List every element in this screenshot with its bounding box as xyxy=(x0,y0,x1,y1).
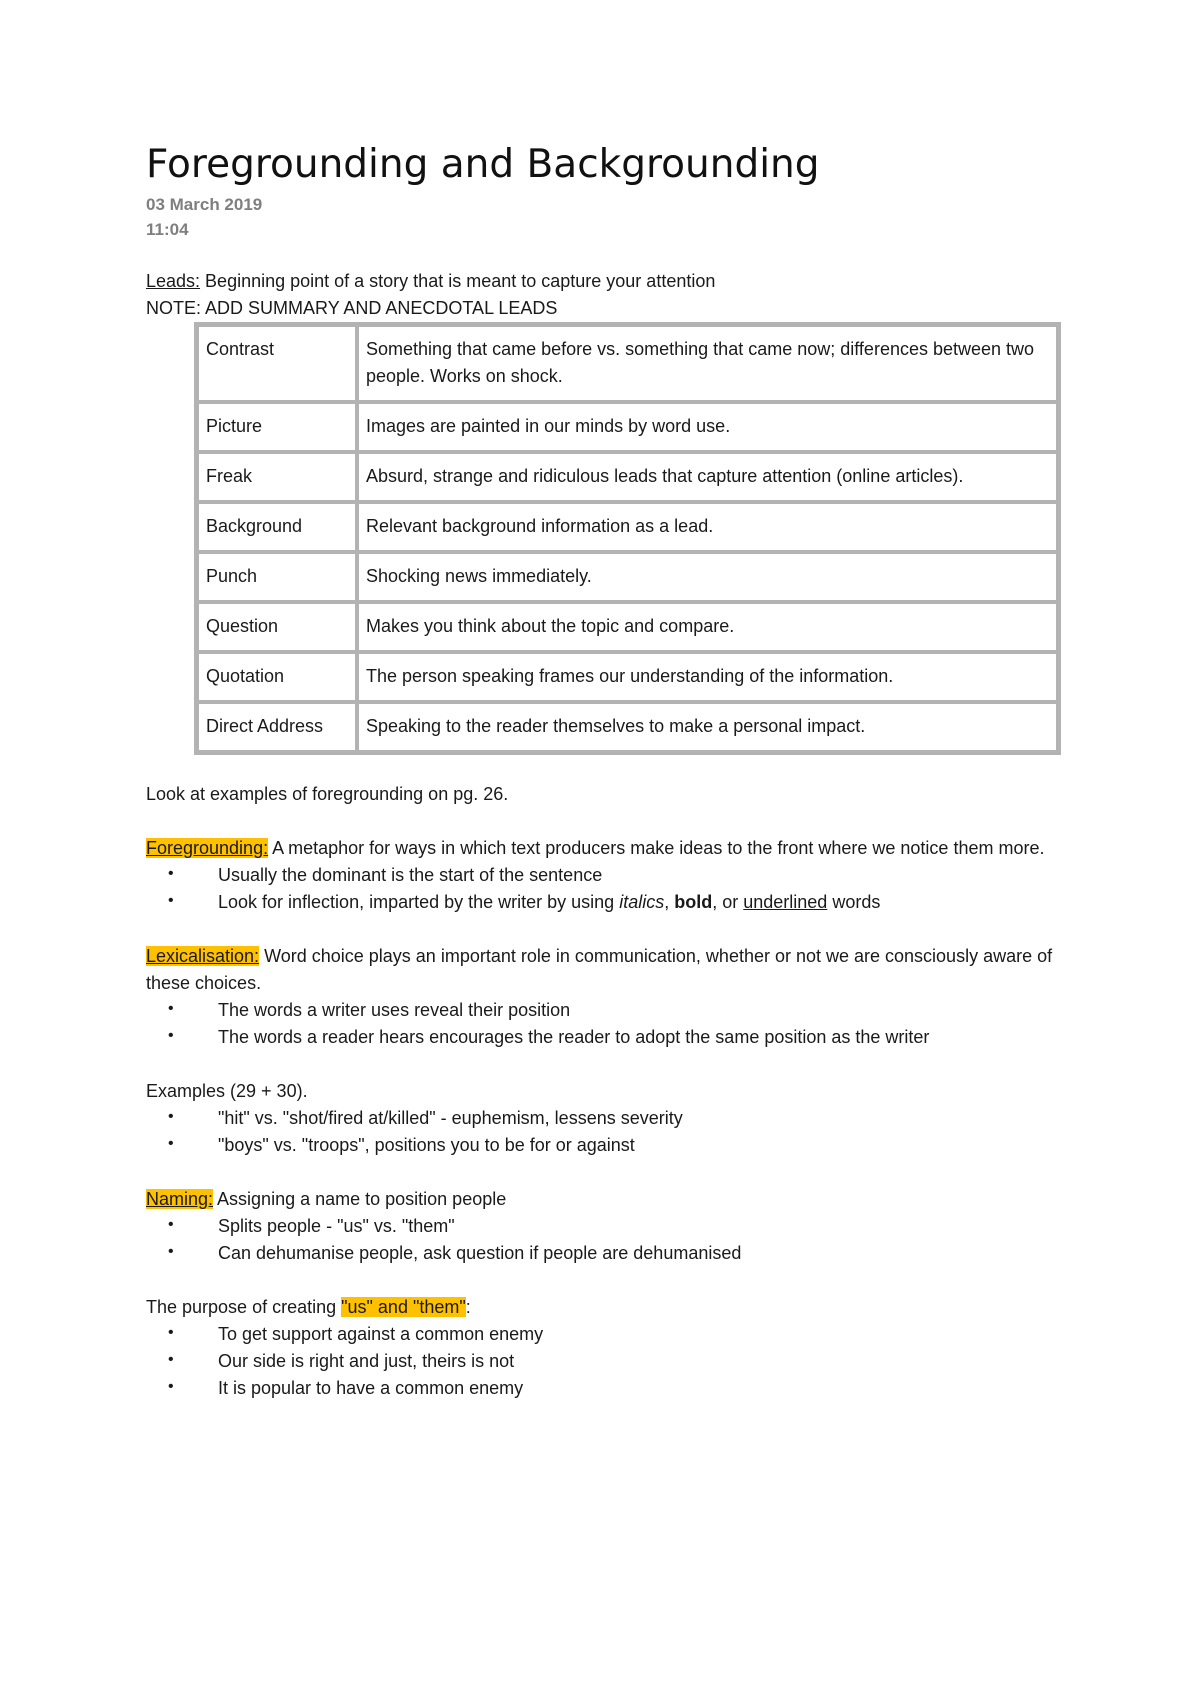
table-row xyxy=(197,552,1058,602)
note-date: 03 March 2019 xyxy=(146,195,263,214)
examples-heading: Examples (29 + 30). xyxy=(146,1081,308,1101)
list-item xyxy=(146,997,1066,1024)
bullet-icon: • xyxy=(168,1027,174,1044)
table-row xyxy=(197,602,1058,652)
table-cell-description: The person speaking frames our understanding of the information. xyxy=(357,652,1058,702)
note-time: 11:04 xyxy=(146,220,189,239)
spacer xyxy=(146,1051,1066,1078)
bold-word: bold xyxy=(674,892,713,912)
list-item xyxy=(146,1213,1066,1240)
list-item xyxy=(146,1132,1066,1159)
list-item-text: To get support against a common enemy xyxy=(218,1324,544,1344)
table-cell-term: Contrast xyxy=(197,325,357,402)
table-cell-description: Absurd, strange and ridiculous leads that capture attention (online articles). xyxy=(357,452,1058,502)
list-item-text: , xyxy=(664,892,675,912)
table-cell-description: Images are painted in our minds by word use. xyxy=(357,402,1058,452)
bullet-icon: • xyxy=(168,1324,174,1341)
list-item-text: Our side is right and just, theirs is not xyxy=(218,1351,515,1371)
list-item-text: Usually the dominant is the start of the sentence xyxy=(218,865,603,885)
list-item-text: words xyxy=(827,892,881,912)
leads-text: Beginning point of a story that is meant to capture your attention xyxy=(200,271,716,291)
purpose-text: The purpose of creating xyxy=(146,1297,342,1317)
italics-word: italics xyxy=(619,892,665,912)
table-cell-description: Relevant background information as a lead. xyxy=(357,502,1058,552)
bullet-icon: • xyxy=(168,1135,174,1152)
table-cell-term: Punch xyxy=(197,552,357,602)
purpose-colon: : xyxy=(465,1297,471,1317)
table-row xyxy=(197,652,1058,702)
table-cell-term: Direct Address xyxy=(197,702,357,752)
foregrounding-text: A metaphor for ways in which text producers make ideas to the front where we notice them more. xyxy=(268,838,1045,858)
table-cell-description: Something that came before vs. something that came now; differences between two people. Works on shock. xyxy=(357,325,1058,402)
table-cell-term: Quotation xyxy=(197,652,357,702)
bullet-icon: • xyxy=(168,1243,174,1260)
naming-paragraph xyxy=(146,1186,1066,1213)
list-item-text: It is popular to have a common enemy xyxy=(218,1378,524,1398)
bullet-icon: • xyxy=(168,1108,174,1125)
spacer xyxy=(146,755,1066,781)
document-page xyxy=(146,140,1066,1402)
table-cell-term: Freak xyxy=(197,452,357,502)
table-cell-term: Question xyxy=(197,602,357,652)
list-item xyxy=(146,1105,1066,1132)
list-item xyxy=(146,862,1066,889)
list-item xyxy=(146,889,1066,916)
list-item-text: The words a reader hears encourages the reader to adopt the same position as the writer xyxy=(218,1027,930,1047)
underlined-word: underlined xyxy=(743,892,828,912)
lexicalisation-text: Word choice plays an important role in communication, whether or not we are consciously aware of these choices. xyxy=(146,946,1053,993)
bullet-icon: • xyxy=(168,1351,174,1368)
purpose-paragraph xyxy=(146,1294,1066,1321)
spacer xyxy=(146,1267,1066,1294)
list-item-text: Look for inflection, imparted by the writer by using xyxy=(218,892,620,912)
spacer xyxy=(146,808,1066,835)
naming-list xyxy=(146,1213,1066,1267)
purpose-highlight: "us" and "them" xyxy=(341,1297,466,1317)
spacer xyxy=(146,916,1066,943)
lexicalisation-list xyxy=(146,997,1066,1051)
leads-label: Leads: xyxy=(146,271,201,291)
leads-paragraph xyxy=(146,268,1066,295)
bullet-icon: • xyxy=(168,865,174,882)
list-item-text: Can dehumanise people, ask question if people are dehumanised xyxy=(218,1243,742,1263)
look-paragraph: Look at examples of foregrounding on pg. 26. xyxy=(146,784,509,804)
bullet-icon: • xyxy=(168,1378,174,1395)
list-item xyxy=(146,1375,1066,1402)
table-cell-description: Shocking news immediately. xyxy=(357,552,1058,602)
list-item-text: Splits people - "us" vs. "them" xyxy=(218,1216,455,1236)
naming-label: Naming: xyxy=(146,1189,214,1209)
list-item-text: "hit" vs. "shot/fired at/killed" - euphemism, lessens severity xyxy=(218,1108,683,1128)
table-row xyxy=(197,702,1058,752)
foregrounding-list xyxy=(146,862,1066,916)
leads-note: NOTE: ADD SUMMARY AND ANECDOTAL LEADS xyxy=(146,298,558,318)
table-row xyxy=(197,402,1058,452)
bullet-icon: • xyxy=(168,1216,174,1233)
lexicalisation-paragraph xyxy=(146,943,1066,997)
list-item xyxy=(146,1024,1066,1051)
leads-table xyxy=(194,322,1061,755)
foregrounding-label: Foregrounding: xyxy=(146,838,269,858)
page-title: Foregrounding and Backgrounding xyxy=(146,142,820,187)
table-cell-term: Picture xyxy=(197,402,357,452)
list-item xyxy=(146,1348,1066,1375)
table-row xyxy=(197,452,1058,502)
list-item-text: "boys" vs. "troops", positions you to be for or against xyxy=(218,1135,635,1155)
lexicalisation-label: Lexicalisation: xyxy=(146,946,260,966)
examples-list xyxy=(146,1105,1066,1159)
spacer xyxy=(146,242,1066,268)
purpose-list xyxy=(146,1321,1066,1402)
bullet-icon: • xyxy=(168,1000,174,1017)
table-cell-term: Background xyxy=(197,502,357,552)
naming-text: Assigning a name to position people xyxy=(213,1189,507,1209)
table-row xyxy=(197,325,1058,402)
table-cell-description: Speaking to the reader themselves to make a personal impact. xyxy=(357,702,1058,752)
spacer xyxy=(146,1159,1066,1186)
table-row xyxy=(197,502,1058,552)
table-cell-description: Makes you think about the topic and compare. xyxy=(357,602,1058,652)
foregrounding-paragraph xyxy=(146,835,1066,862)
list-item-text: , or xyxy=(712,892,744,912)
list-item-text: The words a writer uses reveal their position xyxy=(218,1000,571,1020)
bullet-icon: • xyxy=(168,892,174,909)
list-item xyxy=(146,1240,1066,1267)
list-item xyxy=(146,1321,1066,1348)
